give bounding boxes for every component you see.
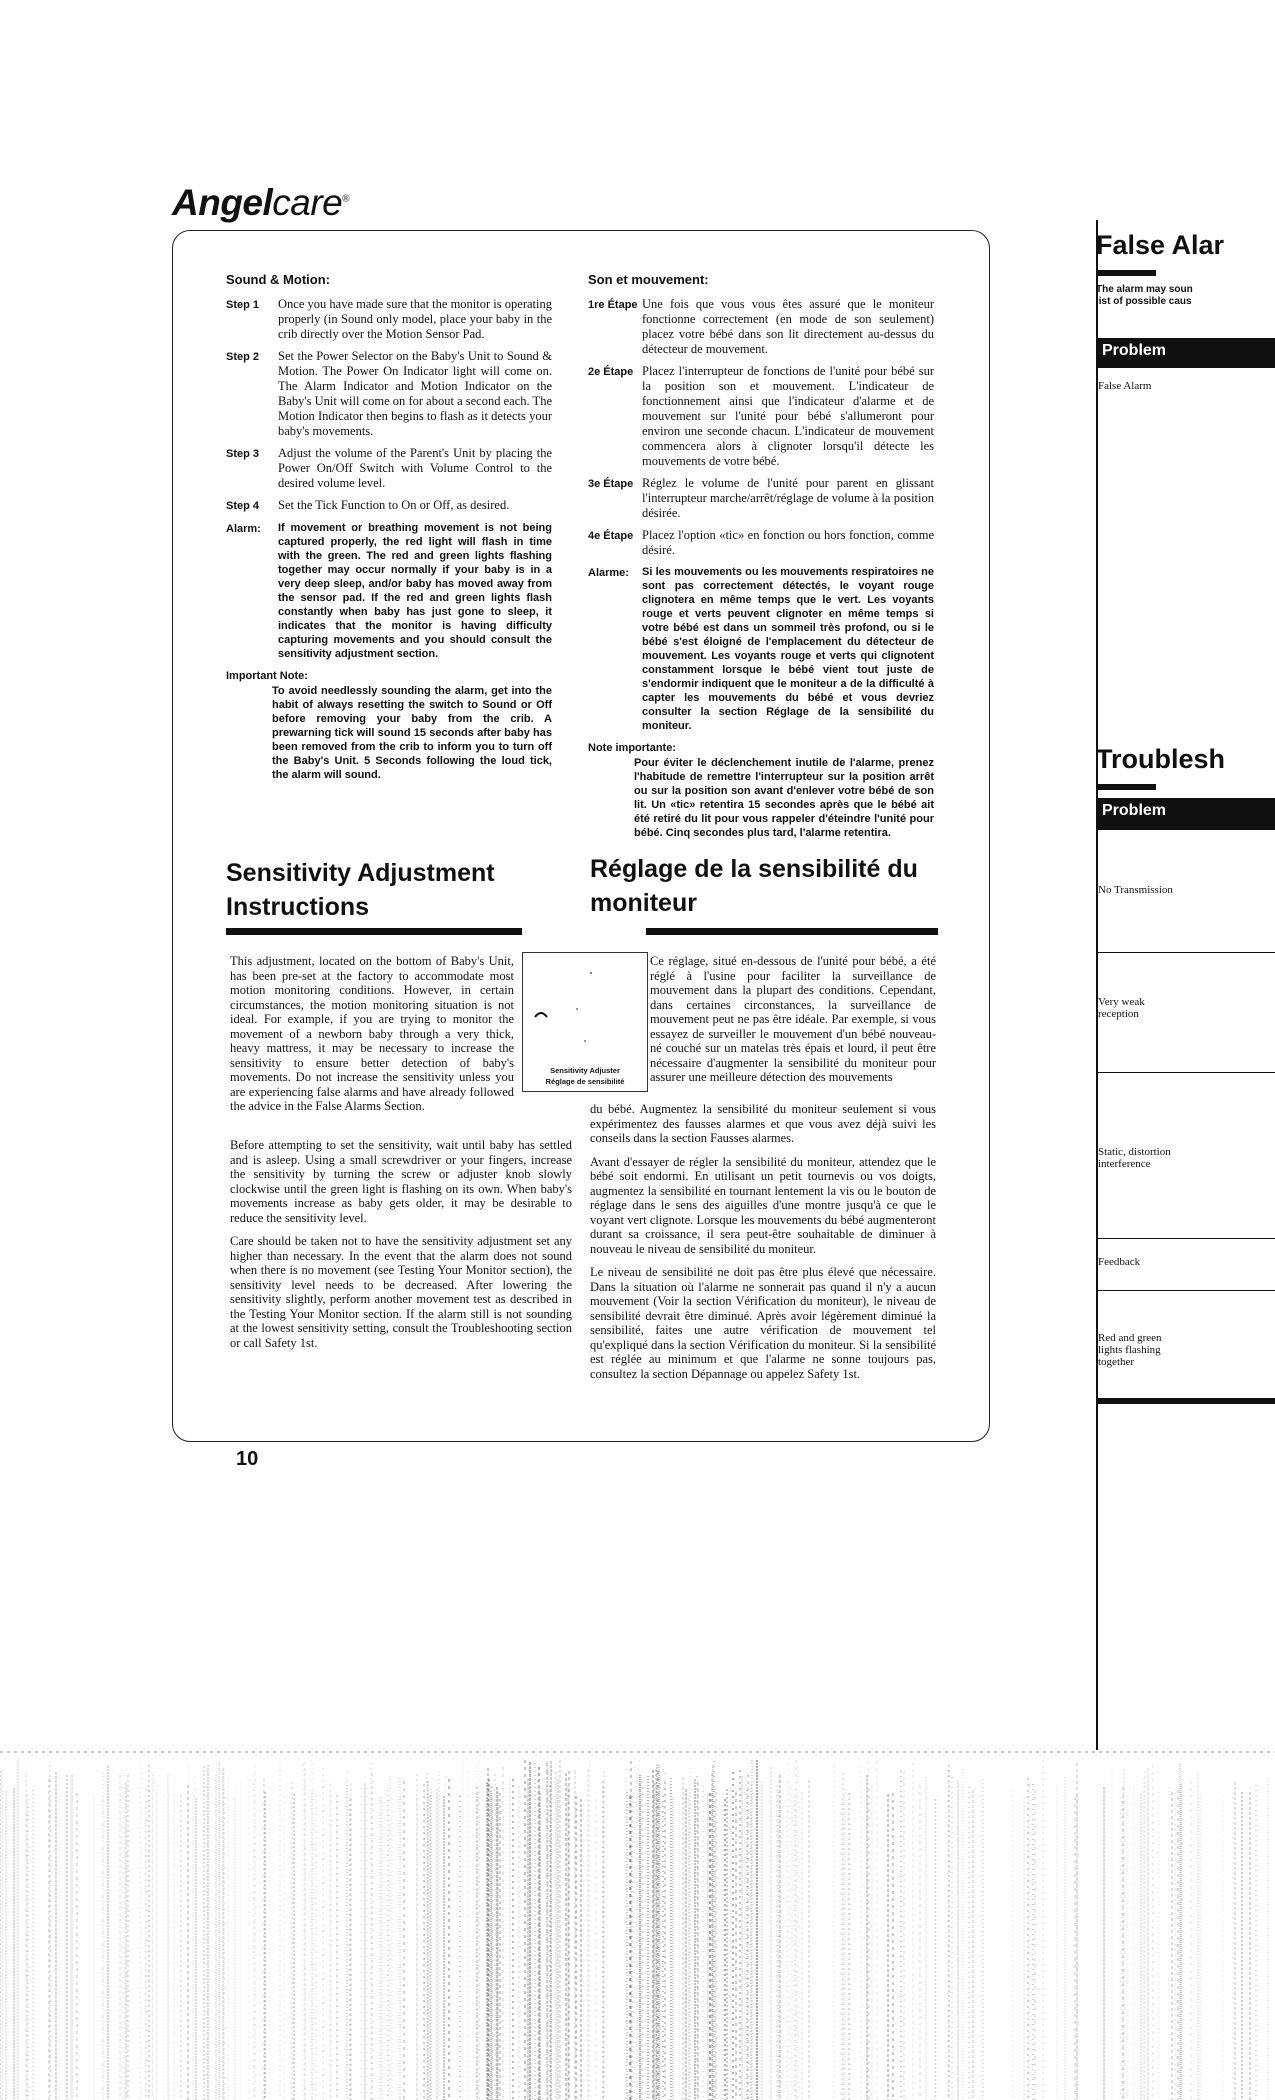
step-label: 3e Étape bbox=[588, 478, 634, 490]
english-note-label: Important Note: bbox=[226, 670, 308, 682]
french-title-line1: Réglage de la sensibilité du bbox=[590, 855, 918, 883]
english-section-heading: Sound & Motion: bbox=[226, 272, 330, 287]
step-text: Placez l'interrupteur de fonctions de l'unité pour bébé sur la position son et mouvement. L'indicateur de fonctionnement ainsi que l'indicateur d'alarme et de mouvement sur l'unité pour bébé s'allumeront pour environ une seconde chacun. L'indicateur de mouvement commencera alors à clignoter lorsqu'il détecte les mouvements de votre bébé. bbox=[642, 364, 934, 468]
false-alarm-rule bbox=[1096, 270, 1156, 276]
english-step-2 bbox=[226, 349, 552, 439]
trouble-row-3: Static, distortion interference bbox=[1098, 1146, 1171, 1170]
step-text: Réglez le volume de l'unité pour parent en glissant l'interrupteur marche/arrêt/réglage de volume à la position désirée. bbox=[642, 476, 934, 520]
troubleshooting-title: Troublesh bbox=[1096, 744, 1226, 774]
step-label: Step 4 bbox=[226, 500, 260, 512]
trouble-row-1: No Transmission bbox=[1098, 884, 1173, 896]
english-title bbox=[226, 856, 546, 924]
alarm-label: Alarm: bbox=[226, 523, 261, 535]
french-step-2 bbox=[588, 364, 934, 469]
trouble-row-4: Feedback bbox=[1098, 1256, 1141, 1268]
step-text: Once you have made sure that the monitor is operating properly (in Sound only model, place your baby in the crib directly over the Motion Sensor Pad. bbox=[278, 297, 552, 341]
english-note-text: To avoid needlessly sounding the alarm, get into the habit of always resetting the switch to Sound or Off before removing your baby from the crib. A prewarning tick will sound 15 seconds after baby has been removed from the crib to inform you to turn off the Baby's Unit. 5 Seconds following the loud tick, the alarm will sound. bbox=[272, 685, 552, 781]
brand-bold: Angel bbox=[172, 182, 273, 223]
french-note-label: Note importante: bbox=[588, 742, 676, 754]
french-para-1-rest: du bébé. Augmentez la sensibilité du moniteur seulement si vous expérimentez des fausses alarmes et que vous avez déjà suivi les conseils dans la section Fausses alarmes. bbox=[590, 1102, 936, 1145]
brand-logo bbox=[172, 182, 349, 224]
scan-noise-graphic bbox=[0, 1740, 1275, 2100]
english-title-rule bbox=[226, 928, 522, 935]
alarm-text: Si les mouvements ou les mouvements respiratoires ne sont pas correctement détectés, le voyant rouge clignotera en même temps que le vert. Les voyants rouge et verts peuvent clignoter en même temps si votre bébé est dans un sommeil très profond, ou si le bébé s'est éloigné de l'emplacement du détecteur de mouvement. Les voyants rouge et verts qui clignotent constamment lorsque le bébé vient tout juste de s'endormir indiquent que le moniteur a de la difficulté à capter les mouvements du bébé et vous devriez consulter la section Réglage de la sensibilité du moniteur. bbox=[642, 566, 934, 732]
step-label: 1re Étape bbox=[588, 299, 638, 311]
figure-caption-fr: Réglage de sensibilité bbox=[545, 1077, 625, 1086]
english-lower-text-b bbox=[230, 1138, 572, 1359]
english-para-1: This adjustment, located on the bottom of Baby's Unit, has been pre-set at the factory to accommodate most motion monitoring conditions. However, in certain circumstances, the motion monitoring situation is not ideal. For example, if you are trying to monitor the movement of a newborn baby through a very thick, heavy mattress, it may be necessary to increase the sensitivity to ensure better detection of baby's movements. Do not increase the sensitivity unless you are experiencing false alarms and have already followed the advice in the False Alarms Section. bbox=[230, 954, 514, 1113]
french-para-2: Avant d'essayer de régler la sensibilité du moniteur, attendez que le bébé soit endormi. En utilisant un petit tournevis ou vos doigts, augmentez la sensibilité en tournant lentement la vis ou le bouton de réglage dans le sens des aiguilles d'une montre jusqu'à ce que le voyant vert clignote. Lorsque les mouvements du bébé augmenteront durant sa croissance, il sera peut-être souhaitable de diminuer à nouveau le niveau de sensibilité du moniteur. bbox=[590, 1154, 936, 1256]
step-text: Adjust the volume of the Parent's Unit by placing the Power On/Off Switch with Volume Control to the desired volume level. bbox=[278, 446, 552, 490]
french-para-1-top: Ce réglage, situé en-dessous de l'unité pour bébé, a été réglé à l'usine pour faciliter la surveillance de mouvement dans la plupart des conditions. Cependant, dans certaines circonstances, la surveillance de mouvement peut ne pas être idéale. Par exemple, si vous essayez de surveiller le mouvement d'un bébé nouveau-né couché sur un matelas très épais et lourd, il peut être nécessaire d'augmenter la sensibilité du moniteur pour assurer une meilleure détection des mouvements bbox=[650, 954, 936, 1084]
english-lower-text-a bbox=[230, 954, 514, 1114]
page-number: 10 bbox=[236, 1448, 259, 1470]
english-step-4 bbox=[226, 498, 552, 514]
step-text: Une fois que vous vous êtes assuré que le moniteur fonctionne correctement (en mode de son seulement) placez votre bébé dans son lit directement au-dessus du détecteur de mouvement. bbox=[642, 297, 934, 356]
step-label: 4e Étape bbox=[588, 530, 634, 542]
scan-artifact bbox=[0, 1740, 1275, 2100]
french-title-rule bbox=[646, 928, 938, 935]
row-divider bbox=[1096, 952, 1275, 953]
brand-mark: ® bbox=[342, 193, 350, 205]
sensitivity-figure bbox=[522, 952, 648, 1092]
french-title-line2: moniteur bbox=[590, 889, 697, 917]
french-para-3: Le niveau de sensibilité ne doit pas être plus élevé que nécessaire. Dans la situation où l'alarme ne sonnerait pas quand il n'y a aucun mouvement (Voir la section Vérification du moniteur), le niveau de sensibilité devrait être diminué. Après avoir légèrement diminué la sensibilité, faites une autre vérification de mouvement tel qu'expliqué dans la section Vérification du moniteur. Si la sensibilité est réglée au minimum et que l'alarme ne sonne toujours pas, consultez la section Dépannage ou appelez Safety 1st. bbox=[590, 1265, 936, 1381]
row-divider bbox=[1096, 1290, 1275, 1291]
english-para-2: Before attempting to set the sensitivity, wait until baby has settled and is asleep. Using a small screwdriver or your fingers, increase the sensitivity by turning the screw or adjuster knob slowly clockwise until the green light is flashing on its own. When baby's movements increase as baby gets older, it may be desirable to reduce the sensitivity level. bbox=[230, 1138, 572, 1225]
english-step-3 bbox=[226, 446, 552, 491]
troubleshooting-rule bbox=[1096, 784, 1156, 790]
trouble-row-2: Very weak reception bbox=[1098, 996, 1145, 1020]
problem-header-1: Problem bbox=[1096, 338, 1275, 368]
step-label: Step 3 bbox=[226, 448, 260, 460]
french-step-4 bbox=[588, 528, 934, 558]
false-alarm-sub1: The alarm may soun bbox=[1096, 284, 1193, 295]
alarm-text: If movement or breathing movement is not being captured properly, the red light will flash in time with the green. The red and green lights flashing together may occur normally if your baby is in a very deep sleep, and/or baby has moved away from the sensor pad. If the red and green lights flash constantly when baby has just gone to sleep, it indicates that the monitor is having difficulty capturing movements and you should consult the sensitivity adjustment section. bbox=[278, 522, 552, 660]
alarm-label: Alarme: bbox=[588, 567, 629, 579]
french-title bbox=[590, 852, 950, 920]
adjacent-page-edge bbox=[1096, 220, 1098, 1750]
false-alarm-cell: False Alarm bbox=[1098, 380, 1152, 392]
row-divider bbox=[1096, 1238, 1275, 1239]
english-title-line1: Sensitivity Adjustment bbox=[226, 859, 495, 887]
figure-caption bbox=[523, 1065, 647, 1087]
english-column bbox=[226, 272, 552, 782]
step-text: Set the Tick Function to On or Off, as desired. bbox=[278, 498, 510, 512]
sensitivity-dial-icon bbox=[523, 953, 647, 1053]
step-label: Step 1 bbox=[226, 299, 260, 311]
step-label: Step 2 bbox=[226, 351, 260, 363]
english-step-1 bbox=[226, 297, 552, 342]
figure-caption-en: Sensitivity Adjuster bbox=[550, 1066, 620, 1075]
english-title-line2: Instructions bbox=[226, 893, 370, 921]
step-text: Placez l'option «tic» en fonction ou hors fonction, comme désiré. bbox=[642, 528, 934, 557]
step-label: 2e Étape bbox=[588, 366, 634, 378]
false-alarm-sub2: list of possible caus bbox=[1096, 296, 1192, 307]
french-lower-text-a bbox=[650, 954, 936, 1085]
row-divider bbox=[1096, 1072, 1275, 1073]
french-note-text: Pour éviter le déclenchement inutile de l'alarme, prenez l'habitude de remettre l'interrupteur sur la position arrêt ou sur la position son avant d'enlever votre bébé de son lit. Un «tic» retentira 15 secondes après que le bébé ait été retiré du lit pour vous rappeler d'éteindre l'unité pour bébé. Cinq secondes plus tard, l'alarme retentira. bbox=[634, 757, 934, 839]
trouble-row-5: Red and green lights flashing together bbox=[1098, 1332, 1162, 1368]
french-step-3 bbox=[588, 476, 934, 521]
french-alarm bbox=[588, 565, 934, 733]
adjacent-page-panel bbox=[1096, 220, 1275, 1750]
false-alarm-title: False Alar bbox=[1096, 230, 1225, 260]
english-alarm bbox=[226, 521, 552, 661]
step-text: Set the Power Selector on the Baby's Unit to Sound & Motion. The Power On Indicator light will come on. The Alarm Indicator and Motion Indicator on the Baby's Unit will come on for about a second each. The Motion Indicator then begins to flash as it detects your baby's movements. bbox=[278, 349, 552, 438]
table-bottom-rule bbox=[1096, 1398, 1275, 1404]
problem-header-2: Problem bbox=[1096, 798, 1275, 830]
french-lower-text-b bbox=[590, 1102, 936, 1390]
english-para-3: Care should be taken not to have the sensitivity adjustment set any higher than necessary. In the event that the alarm does not sound when there is no movement (see Testing Your Monitor section), the sensitivity level needs to be decreased. After lowering the sensitivity slightly, perform another movement test as described in the Testing Your Monitor section. If the alarm still is not sounding at the lowest sensitivity setting, consult the Troubleshooting section or call Safety 1st. bbox=[230, 1234, 572, 1350]
french-section-heading: Son et mouvement: bbox=[588, 272, 709, 287]
french-step-1 bbox=[588, 297, 934, 357]
brand-light: care bbox=[272, 182, 343, 223]
french-column bbox=[588, 272, 934, 840]
